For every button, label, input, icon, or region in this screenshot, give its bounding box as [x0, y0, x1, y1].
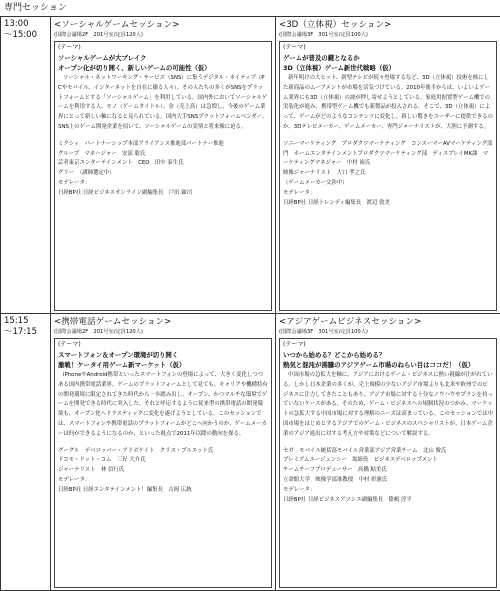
session-venue: (国際会議場2F 201号室/定員120人)	[54, 328, 272, 336]
speaker-line: 芸者東京エンターテインメント CEO 田中 泰生氏	[58, 159, 268, 169]
speaker-line: （ゲームメーカー交渉中）	[283, 179, 493, 189]
session-description: iPhoneやAndroid携帯といったスマートフォンの登場によって、大きく変化しつつある国内携帯電話業界。ゲームのプラットフォームとして見ても、キャリアや機種特有の開発環境に限定されてきた時代から一歩踏み出し、オープン、かつマルチな環境でゲームを開発できる時代に突入した。それと呼応するように従来型の携帯電話の開発環境も、オープン化へドラスティックに変化を遂げようとしている。このセッションでは、スマートフォンや携帯電話のプラットフォームがどこへ向かうのか、ゲームメーカーは何ができるようになるのか、といった視点で2011年以降の動向を探る。	[58, 371, 268, 440]
speaker-line: チームチーフプロデューサー 髙橋 鮎美氏	[283, 466, 493, 476]
session-title: <携帯電話ゲームセッション>	[54, 316, 272, 328]
moderator-label: モデレータ：	[58, 179, 268, 189]
session-social-game	[51, 17, 276, 314]
session-mobile-game	[51, 314, 276, 591]
theme-label: (テーマ)	[58, 43, 268, 53]
session-title: <3D（立体視）セッション>	[279, 19, 497, 31]
speaker-line: グリー （講師選定中）	[58, 169, 268, 179]
theme-headline: いつから始める？どこから始める？	[283, 350, 493, 360]
moderator-name: 日経BP社 日経エンタテインメント！編集長 吉岡 広統	[58, 486, 268, 496]
speaker-line: 立命館大学 映像学部准教授 中村 彰憲氏	[283, 476, 493, 486]
theme-label: (テーマ)	[58, 340, 268, 350]
theme-headline: スマートフォン＆オープン環境が切り開く	[58, 350, 268, 360]
schedule-table	[0, 16, 500, 591]
theme-headline: ソーシャルゲームが大ブレイク	[58, 53, 268, 63]
time-end: 〜17:15	[4, 327, 47, 338]
time-slot	[1, 314, 51, 591]
speaker-line: グーグル デベロッパー・アドボケイト クリス・プルエット氏	[58, 447, 268, 457]
moderator-label: モデレータ：	[283, 486, 493, 496]
session-description: 新年明けの大ヒット、新型テレビが続々登場するなど、3D（立体視）技術を核にした新商品のムーブメントが市場を活気づけている。2010年後半からは、いよいよゲーム業界にも3D（立体視）の波が押し寄せようとしている。家庭用据置型ゲーム機での実装化が進み、携帯型ゲーム機でも新製品が投入される。そこで、3D（立体視）によって、ゲームがどのようなコンテンツに変化し、新しい驚きをユーザーに提供できるのか、3Dテレビメーカー、ゲームメーカー、専門ジャーナリストが、大胆に予測する。	[283, 74, 493, 133]
speaker-line: ジャーナリスト 林 信行氏	[58, 466, 268, 476]
theme-label: (テーマ)	[283, 43, 493, 53]
speaker-line: ソニーマーケティング プロダクツマーケティング コンスーマーAVマーケティング部門 ホームエンタテインメントプロダクツマーケティング部 ディスプレイMK課 マーケティングマネジャー 中村 裕氏	[283, 140, 493, 169]
session-title: <アジアゲームビジネスセッション>	[279, 316, 497, 328]
theme-label: (テーマ)	[283, 340, 493, 350]
speaker-line: ミクシィ パートナーシップ本部アライアンス推進部パートナー推進	[58, 140, 268, 150]
session-detail-box	[54, 338, 272, 588]
session-description: 中国市場の急拡大を軸に、アジアにおけるゲーム・ビジネスに熱い視線が注がれている。しかし日本企業の多くが、売上規模の少ないアジア市場よりも北米や欧州でのビジネスに注力してきたこともあり、アジア市場に対する十分なノウハウやプランを持っていないケースがある。そのため、ゲーム・ビジネスへの規制状況のつかみ、マーケットの急拡大する中国市場に対する理解のニーズは高まっている。このセッションでは中国市場をはじめとするアジアでのゲーム・ビジネスのスペシャリストが、日本ゲーム企業のアジア進出に対する考え方や対策などについて解説する。	[283, 371, 493, 440]
session-detail-box	[54, 41, 272, 311]
theme-headline: ゲームが普及の鍵となるか	[283, 53, 493, 63]
theme-headline: 激戦！ケータイ用ゲーム新マーケット（仮）	[58, 360, 268, 370]
session-title: <ソーシャルゲームセッション>	[54, 19, 272, 31]
section-header: 専門セッション	[0, 0, 500, 16]
session-detail-box	[279, 338, 497, 588]
schedule-row	[1, 314, 500, 591]
moderator-name: 日経BP社 日経ビジネスアソシエ副編集長 陰嶋 淳平	[283, 496, 493, 506]
moderator-label: モデレータ：	[283, 189, 493, 199]
time-slot	[1, 17, 51, 314]
session-venue: (国際会議場3F 301号室/定員100人)	[279, 31, 497, 39]
time-start: 15:15	[4, 316, 47, 327]
time-end: 〜15:00	[4, 30, 47, 41]
time-start: 13:00	[4, 19, 47, 30]
theme-headline: 3D（立体視）ゲーム新世代戦略（仮）	[283, 63, 493, 73]
session-venue: (国際会議場2F 201号室/定員120人)	[54, 31, 272, 39]
speaker-line: プレミアムエージェンシー 取締役 ビジネスデベロップメント	[283, 456, 493, 466]
speaker-line: グループ マネージャー 安部 聡氏	[58, 150, 268, 160]
moderator-label: モデレータ：	[58, 476, 268, 486]
session-detail-box	[279, 41, 497, 311]
moderator-name: 日経BP社 日経ビジネスオンライン副編集長 戸田 顕司	[58, 189, 268, 199]
schedule-row	[1, 17, 500, 314]
speaker-line: セガ モバイル統括部モバイル営業部アジア営業チーム 北山 俊氏	[283, 447, 493, 457]
speaker-line: ドコモ・ドット・コム 三好 大介氏	[58, 456, 268, 466]
moderator-name: 日経BP社 日経トレンディ編集長 渡辺 敦美	[283, 199, 493, 209]
session-description: ソーシャル・ネットワーキング・サービス（SNS）に集うデジタル・ネイティブ（PCやモバイル、インターネットを自在に操る人々）。その人たちの多くがSNSをプラットフォームとする「ソーシャルゲーム」を利用している。国内外においてソーシャルゲームを利用する人、モノ（ゲームタイトル）、金（売上高）は急増し、今後のゲーム業界にとって新しい軸になると見られている。国内大手SNSプラットフォームベンダー、SNS上のゲーム開発企業を招いて、ソーシャルゲームの実情と将来像に迫る。	[58, 74, 268, 133]
theme-headline: 熱気と混沌が沸騰のアジアゲーム市場のねらい目はココだ！（仮）	[283, 360, 493, 370]
speaker-line: 映像ジャーナリスト 大口 孝之氏	[283, 169, 493, 179]
session-venue: (国際会議場3F 301号室/定員100人)	[279, 328, 497, 336]
session-asia-game-business	[276, 314, 500, 591]
theme-headline: オープン化が切り開く、新しいゲームの可能性（仮）	[58, 63, 268, 73]
session-3d	[276, 17, 500, 314]
